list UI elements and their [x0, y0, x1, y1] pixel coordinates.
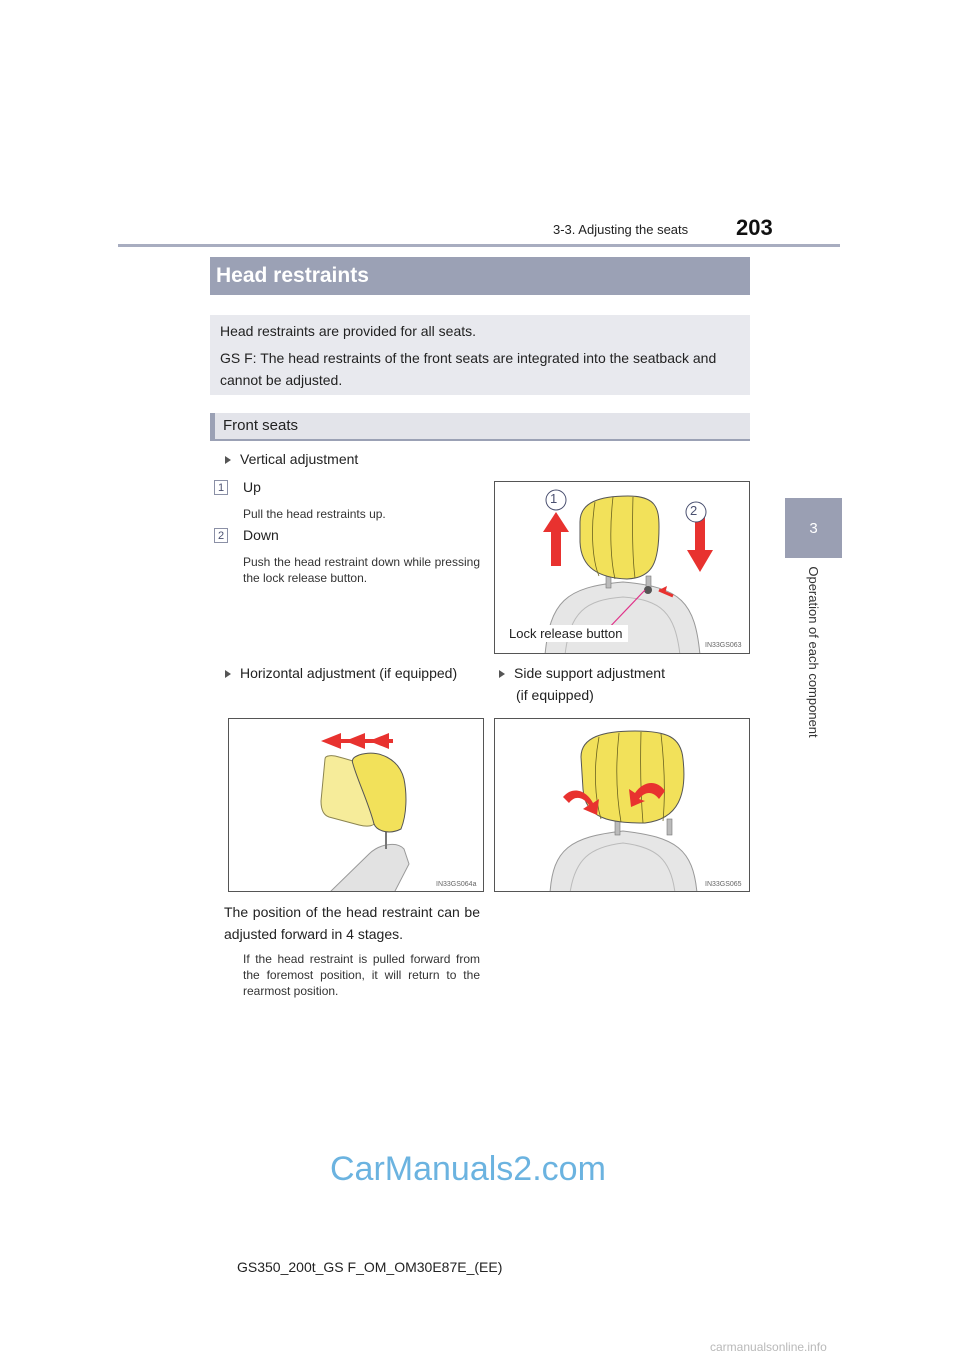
item-title-up: Up [243, 479, 261, 495]
bullet-side-support [499, 665, 665, 681]
figure-code-3: IN33GS065 [705, 881, 742, 888]
chapter-title: Operation of each component [806, 566, 821, 738]
item-number-2: 2 [214, 528, 228, 543]
intro-line-1: Head restraints are provided for all seats. [220, 323, 477, 339]
header-rule [118, 244, 840, 247]
subheading-front-seats: Front seats [210, 413, 750, 441]
item-desc-up: Pull the head restraints up. [243, 507, 386, 521]
bullet-side-support-label-1: Side support adjustment [514, 665, 665, 681]
intro-box [210, 315, 750, 395]
figure-code-1: IN33GS063 [705, 642, 742, 649]
chapter-tab: 3 [785, 498, 842, 558]
bullet-vertical [225, 451, 358, 467]
bullet-horizontal [225, 665, 457, 681]
callout-2: 2 [690, 503, 698, 518]
figure-side-support-adjustment [494, 718, 750, 892]
bullet-triangle-icon [499, 670, 505, 678]
horizontal-paragraph: The position of the head restraint can be adjusted forward in 4 stages. [224, 904, 480, 942]
bullet-triangle-icon [225, 670, 231, 678]
intro-line-2: GS F: The head restraints of the front seats are integrated into the seatback and cannot be adjusted. [220, 350, 717, 388]
bullet-triangle-icon [225, 456, 231, 464]
item-title-down: Down [243, 527, 279, 543]
footer-code: GS350_200t_GS F_OM_OM30E87E_(EE) [237, 1259, 503, 1275]
figure-code-2: IN33GS064a [436, 881, 477, 888]
horizontal-note: If the head restraint is pulled forward from the foremost position, it will return to the rearmost position. [243, 952, 480, 998]
figure-vertical-adjustment [494, 481, 750, 654]
callout-1: 1 [550, 491, 558, 506]
page-title: Head restraints [210, 257, 750, 295]
page-number: 203 [736, 215, 773, 240]
bullet-vertical-label: Vertical adjustment [240, 451, 359, 467]
watermark: CarManuals2.com [330, 1150, 606, 1188]
figure-side-support-illustration [495, 719, 750, 892]
header-section-title: 3-3. Adjusting the seats [553, 222, 689, 237]
figure-horizontal-illustration [229, 719, 484, 892]
figure-horizontal-adjustment [228, 718, 484, 892]
bullet-side-support-label-2: (if equipped) [516, 687, 594, 703]
item-desc-down: Push the head restraint down while pressing the lock release button. [243, 555, 480, 585]
watermark-bottom: carmanualsonline.info [710, 1340, 827, 1354]
bullet-horizontal-label: Horizontal adjustment (if equipped) [240, 665, 458, 681]
lock-release-label: Lock release button [503, 625, 628, 642]
item-number-1: 1 [214, 480, 228, 495]
